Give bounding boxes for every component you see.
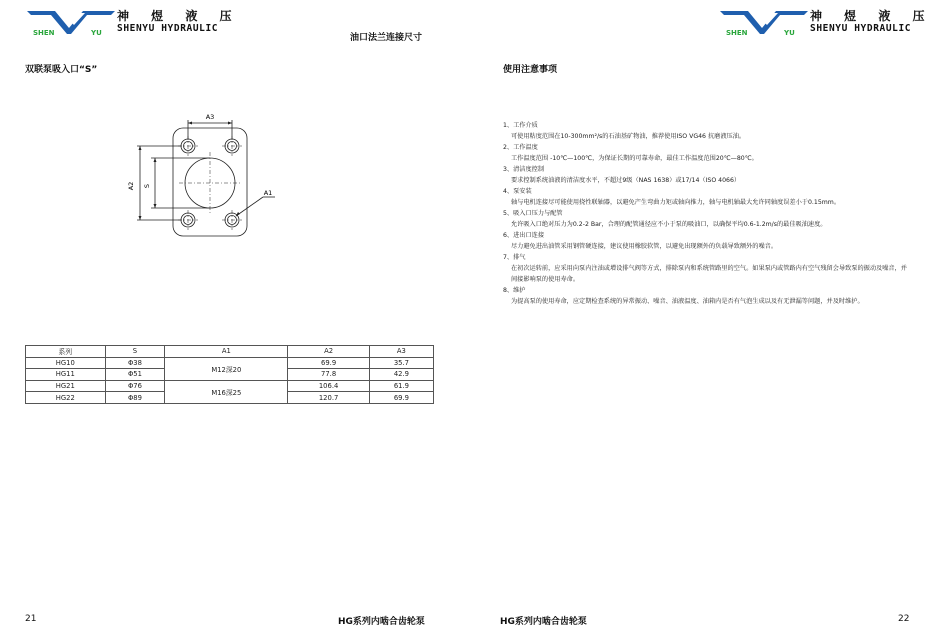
brand-mark-left-text: SHEN — [726, 29, 748, 37]
col-header-a3: A3 — [369, 346, 433, 358]
table-row — [26, 357, 434, 369]
cell-s: Φ76 — [105, 380, 165, 392]
note-title: 1、工作介质 — [503, 122, 538, 129]
note-title: 4、泵安装 — [503, 188, 532, 195]
cell-a3: 42.9 — [369, 369, 433, 381]
note-body: 允许吸入口绝对压力为0.2-2 Bar，合理的配管通径应不小于泵的吸油口，以确保平均0.6-1.2m/s的最佳吸油速度。 — [511, 221, 827, 228]
note-item — [503, 142, 913, 164]
cell-a1: M12深20 — [165, 357, 288, 380]
brand-mark-icon — [718, 8, 810, 38]
cell-a2: 69.9 — [288, 357, 369, 369]
note-body: 工作温度范围 -10℃—100℃，为保证长期的可靠寿命，最佳工作温度范围20℃—80℃。 — [511, 155, 758, 162]
brand-logo-left — [25, 8, 241, 38]
note-body: 在初次运转前，应采用向泵内注油或增设排气阀等方式，排除泵内和系统管路里的空气。如果泵内或管路内有空气残留会导致泵的振动及噪音，并间接影响泵的使用寿命。 — [511, 265, 907, 283]
cell-series: HG10 — [26, 357, 106, 369]
note-item — [503, 186, 913, 208]
footer-product-left: HG系列内啮合齿轮泵 — [338, 617, 425, 627]
col-header-a2: A2 — [288, 346, 369, 358]
brand-mark-right-text: YU — [784, 29, 795, 37]
cell-a3: 69.9 — [369, 392, 433, 404]
note-item — [503, 252, 913, 285]
dim-label-a3: A3 — [205, 113, 215, 121]
note-body: 为提高泵的使用寿命，应定期检查系统的异常振动、噪音、油液温度、油箱内是否有气泡生成以及有无泄漏等问题，并及时维护。 — [511, 298, 864, 305]
note-title: 2、工作温度 — [503, 144, 538, 151]
note-item — [503, 230, 913, 252]
note-title: 8、维护 — [503, 287, 526, 294]
footer-product-right: HG系列内啮合齿轮泵 — [500, 617, 587, 627]
note-item — [503, 164, 913, 186]
brand-mark-right-text: YU — [91, 29, 102, 37]
note-body: 轴与电机连接尽可能使用挠性联轴器，以避免产生弯曲力矩或轴向推力，轴与电机轴最大允许同轴度误差小于0.15mm。 — [511, 199, 841, 206]
flange-spec-table — [25, 345, 434, 404]
brand-mark-left-text: SHEN — [33, 29, 55, 37]
note-body: 可使用粘度范围在10-300mm²/s的石油基矿物油，推荐使用ISO VG46 抗磨液压油。 — [511, 133, 746, 140]
dim-label-a2: A2 — [127, 181, 135, 191]
note-item — [503, 208, 913, 230]
cell-s: Φ51 — [105, 369, 165, 381]
cell-series: HG22 — [26, 392, 106, 404]
note-title: 6、进出口连接 — [503, 232, 545, 239]
brand-name-cn: 神 煜 液 压 — [810, 9, 934, 23]
cell-a1: M16深25 — [165, 380, 288, 403]
note-item — [503, 120, 913, 142]
dim-label-a1: A1 — [263, 189, 273, 197]
note-body: 尽力避免进出油管采用钢管硬连接，建议使用橡胶软管，以避免出现额外的负载导致额外的噪音。 — [511, 243, 778, 250]
cell-a2: 120.7 — [288, 392, 369, 404]
brand-name-cn: 神 煜 液 压 — [117, 9, 241, 23]
page-number-left: 21 — [25, 614, 37, 624]
note-title: 7、排气 — [503, 254, 526, 261]
brand-name-en: SHENYU HYDRAULIC — [810, 23, 912, 34]
note-item — [503, 285, 913, 307]
page-number-right: 22 — [898, 614, 910, 624]
cell-series: HG21 — [26, 380, 106, 392]
cell-a2: 106.4 — [288, 380, 369, 392]
note-body: 要求控制系统油液的清洁度水平，不超过9级（NAS 1638）或17/14（ISO 4066） — [511, 177, 741, 184]
col-header-a1: A1 — [165, 346, 288, 358]
note-title: 5、吸入口压力与配管 — [503, 210, 563, 217]
right-section-title: 使用注意事项 — [503, 65, 558, 75]
cell-s: Φ38 — [105, 357, 165, 369]
col-header-s: S — [105, 346, 165, 358]
col-header-series: 系列 — [26, 346, 106, 358]
cell-s: Φ89 — [105, 392, 165, 404]
left-section-title: 双联泵吸入口“S” — [25, 65, 98, 75]
note-title: 3、清洁度控制 — [503, 166, 545, 173]
flange-drawing — [115, 108, 295, 248]
table-row — [26, 380, 434, 392]
table-header-row — [26, 346, 434, 358]
brand-name-en: SHENYU HYDRAULIC — [117, 23, 219, 34]
cell-a3: 61.9 — [369, 380, 433, 392]
cell-series: HG11 — [26, 369, 106, 381]
cell-a2: 77.8 — [288, 369, 369, 381]
brand-logo-right — [718, 8, 934, 38]
page-header-title: 油口法兰连接尺寸 — [350, 33, 423, 43]
usage-notes — [503, 120, 913, 307]
dim-label-s: S — [143, 183, 151, 189]
brand-mark-icon — [25, 8, 117, 38]
cell-a3: 35.7 — [369, 357, 433, 369]
